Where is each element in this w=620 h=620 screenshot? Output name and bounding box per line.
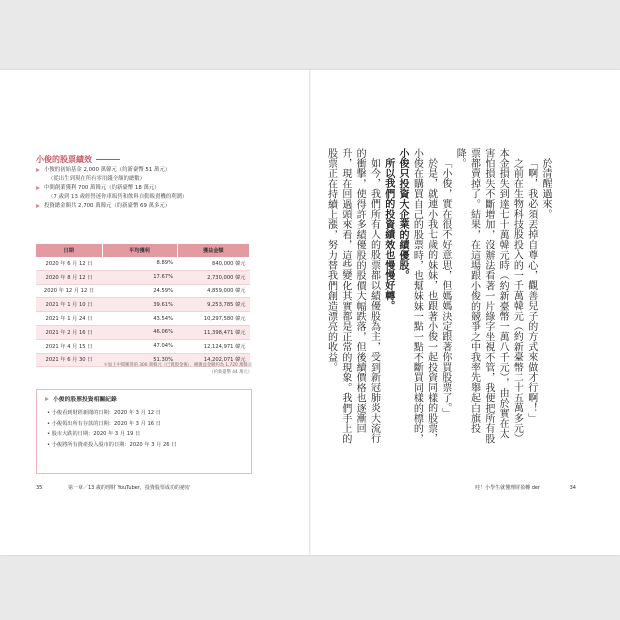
- body-paragraph: 「啊，我必須丟掉自尊心，觀善兒子的方式來做才行啊！」: [525, 158, 537, 424]
- record-item: • 股市大跌的日期：2020 年 3 月 19 日: [47, 431, 141, 438]
- vertical-body-text: [323, 148, 552, 448]
- cell-date: 2020 年 8 月 12 日: [36, 270, 102, 284]
- triangle-bullet-icon: [36, 204, 40, 208]
- cell-avg-profit: 46.06%: [102, 325, 177, 339]
- section-title-label: 小俊的股票績效: [36, 155, 92, 164]
- cell-avg-profit: 51.30%: [102, 353, 177, 367]
- triangle-bullet-icon: [36, 186, 40, 190]
- body-paragraph: 所以我們的投資績效也慢慢好轉。: [382, 158, 394, 311]
- info-sub: （從出生到現在所有零用錢全額的總數）: [48, 176, 146, 182]
- body-paragraph: 於是，就連小我七歲的妹妹，也跟著小俊一起投資同樣的股票，小俊在購買自己的股票時，也幫妹妹一點一點不斷買同樣的標的，小俊只投資大企業的績優股。: [397, 148, 437, 444]
- cell-date: 2021 年 6 月 30 日: [36, 353, 102, 367]
- table-row: [36, 298, 250, 312]
- cell-avg-profit: 39.61%: [102, 298, 177, 312]
- cell-avg-profit: 24.59%: [102, 284, 177, 298]
- cell-avg-profit: 17.67%: [102, 270, 177, 284]
- triangle-bullet-icon: [36, 168, 40, 172]
- table-row: [36, 325, 250, 339]
- triangle-bullet-icon: [45, 397, 49, 401]
- cell-gain-amount: 2,730,000 韓元: [177, 270, 250, 284]
- info-sub: （7 歲到 13 歲經營迷你車販售和飲料自動販賣機的利潤）: [48, 194, 188, 200]
- cell-avg-profit: 43.54%: [102, 312, 177, 326]
- cell-date: 2020 年 12 月 12 日: [36, 284, 102, 298]
- cell-gain-amount: 9,253,785 韓元: [177, 298, 250, 312]
- fund-info: [36, 166, 260, 211]
- table-row: [36, 257, 250, 270]
- cell-date: 2021 年 1 月 24 日: [36, 312, 102, 326]
- performance-table: [36, 244, 250, 367]
- col-header-gain-amount: 獲益金額: [177, 244, 250, 257]
- cell-avg-profit: 8.89%: [102, 257, 177, 270]
- cell-gain-amount: 14,202,071 韓元: [177, 353, 250, 367]
- left-footer: [36, 484, 190, 491]
- info-item: 中間創業獲利 700 萬韓元（約新臺幣 18 萬元）: [36, 184, 260, 193]
- info-item: 小俊的初始基金 2,000 萬韓元（約新臺幣 51 萬元）: [36, 166, 260, 175]
- cell-date: 2021 年 4 月 15 日: [36, 339, 102, 353]
- page-number: 34: [569, 485, 576, 491]
- table-row: [36, 339, 250, 353]
- book-title: 哇！小學生就懂理財盈轉 der: [475, 485, 541, 491]
- cell-date: 2021 年 2 月 16 日: [36, 325, 102, 339]
- table-row: [36, 270, 250, 284]
- investment-record-box: [36, 389, 252, 474]
- body-paragraph: 「小俊，實在很不好意思，但媽媽決定跟著你買股票了。」: [439, 158, 451, 419]
- cell-date: 2020 年 6 月 12 日: [36, 257, 102, 270]
- col-header-avg-profit: 平均獲利: [102, 244, 177, 257]
- cell-gain-amount: 840,000 韓元: [177, 257, 250, 270]
- body-paragraph: 如今，我們所有人的股票都以績優股為主，受到新冠肺炎大流行的衝擊，使得許多績優股的股價大幅跌落，但後續價格也逐漸回升，現在回過頭來看，這些變化其實都是正常的現象。我們手上的股票正在持續上漲，努力替我們創造漂亮的收益。: [325, 148, 380, 444]
- cell-date: 2021 年 1 月 10 日: [36, 298, 102, 312]
- page-gutter: [309, 70, 311, 555]
- record-item: • 小俊領出所有存款的日期：2020 年 3 月 16 日: [47, 420, 161, 427]
- section-title: [36, 154, 120, 165]
- cell-gain-amount: 10,297,580 韓元: [177, 312, 250, 326]
- cell-gain-amount: 11,398,471 韓元: [177, 325, 250, 339]
- title-divider: [96, 159, 120, 160]
- record-list: [47, 408, 176, 450]
- record-item: • 小俊將所有資產投入股市的日期：2020 年 3 月 26 日: [47, 441, 177, 448]
- record-item: • 小俊看到財經新聞的日期：2020 年 3 月 12 日: [47, 410, 161, 416]
- cell-gain-amount: 4,859,000 韓元: [177, 284, 250, 298]
- body-paragraph: 於清醒過來。: [540, 158, 551, 220]
- table-note: ＊加上中間獲得的 300 萬韓元（已賣現金後），總獲益金額約為 1,720 萬韓元 （約新臺幣 44 萬元）: [103, 363, 252, 375]
- info-item: 投資總金額共 2,700 萬韓元（約新臺幣 69 萬多元）: [36, 202, 260, 211]
- page-number: 35: [36, 485, 43, 491]
- body-paragraph: 之前在生物科技股投入的一千萬韓元（約新臺幣二十五萬多元）本金損失到達七十萬韓元時（約新臺幣一萬八千元），由於實在太害怕損失不斷增加，沒辦法看著一片綠字坐視不管，我便把所有股票都賣掉了。結果，在這場跟小俊的競爭之中我率先舉起白旗投降。: [454, 148, 523, 444]
- col-header-date: 日期: [36, 244, 102, 257]
- right-footer: [475, 484, 576, 491]
- table-row: [36, 284, 250, 298]
- cell-gain-amount: 12,124,971 韓元: [177, 339, 250, 353]
- record-title: 小俊的股票投資相關紀錄: [45, 394, 117, 403]
- chapter-title: 第一章／13 歲的理財 YouTuber，投資股票成功的祕密: [67, 485, 190, 491]
- cell-avg-profit: 47.04%: [102, 339, 177, 353]
- table-row: [36, 312, 250, 326]
